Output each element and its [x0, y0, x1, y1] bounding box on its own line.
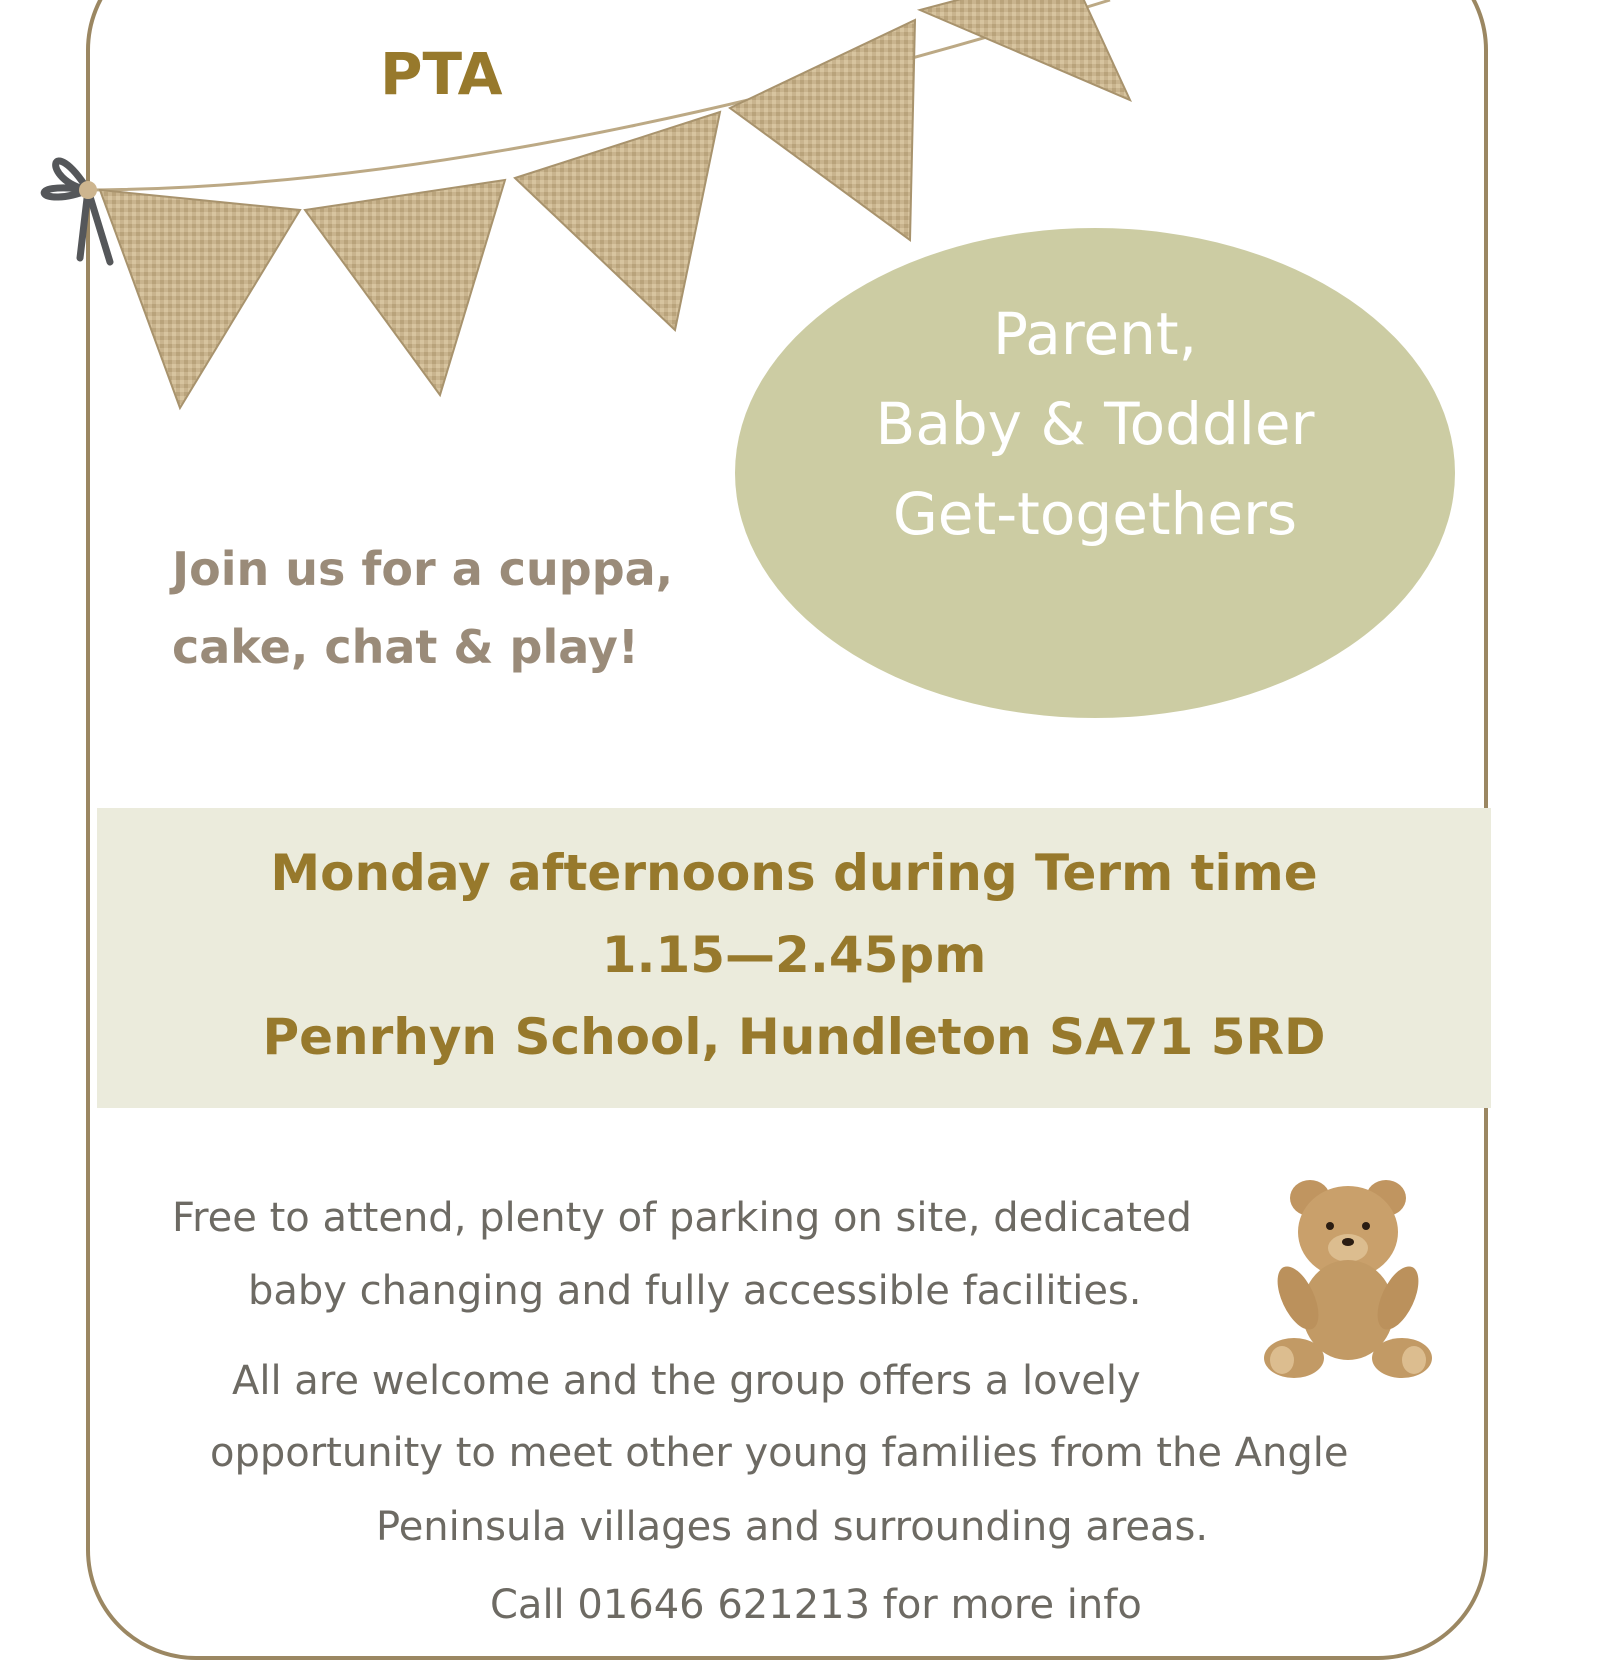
details-line-1: Free to attend, plenty of parking on site, dedicated [172, 1195, 1192, 1241]
teddy-bear [1258, 1170, 1438, 1380]
bunting-flag [100, 190, 300, 408]
details-line-4: opportunity to meet other young families from the Angle [210, 1430, 1349, 1476]
bunting-flag [730, 20, 915, 240]
event-title-line-3: Get-togethers [892, 480, 1298, 548]
details-line-2: baby changing and fully accessible facilities. [248, 1268, 1142, 1314]
event-title-oval [735, 228, 1455, 718]
schedule-venue: Penrhyn School, Hundleton SA71 5RD [262, 1008, 1326, 1066]
bunting-flag [305, 180, 505, 395]
ribbon-bow [44, 161, 110, 262]
details-line-6: Call 01646 621213 for more info [490, 1582, 1142, 1628]
details-line-5: Peninsula villages and surrounding areas. [376, 1504, 1209, 1550]
tagline [172, 530, 673, 686]
details-line-3: All are welcome and the group offers a lovely [232, 1358, 1141, 1404]
tagline-line-1: Join us for a cuppa, [172, 542, 674, 596]
schedule-time: 1.15—2.45pm [601, 926, 987, 984]
bunting-flag [920, 0, 1130, 100]
event-title-line-1: Parent, [992, 300, 1198, 368]
bunting-flag [515, 112, 720, 330]
schedule-band [97, 808, 1491, 1108]
schedule-day: Monday afternoons during Term time [270, 844, 1318, 902]
event-title-line-2: Baby & Toddler [875, 390, 1315, 458]
tagline-line-2: cake, chat & play! [172, 620, 639, 674]
pta-title: PTA [380, 40, 503, 108]
